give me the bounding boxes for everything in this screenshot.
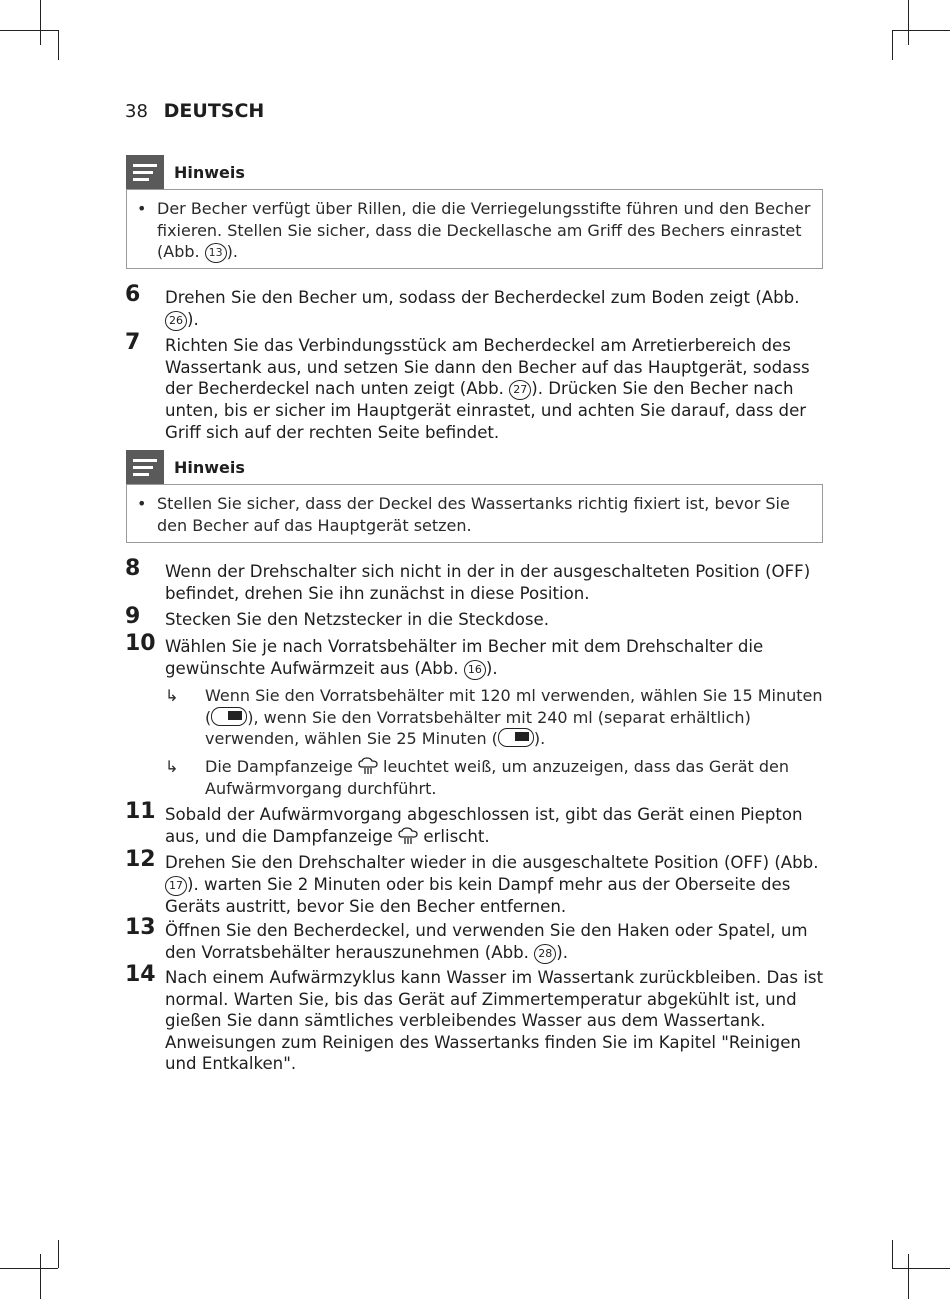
result-text-end: ). <box>533 729 546 748</box>
step-text: Nach einem Aufwärmzyklus kann Wasser im Wassertank zurückbleiben. Das ist normal. Warten Sie, bis das Gerät auf Zimmertemperatur abgekühlt ist, und gießen Sie dann sämtliches verbleibendes Wasser aus dem Wassertank. Anweisungen zum Reinigen des Wassertanks finden Sie im Kapitel "Reinigen und Entkalken". <box>165 968 824 1073</box>
crop-mark <box>58 1240 59 1268</box>
note-header <box>126 450 245 484</box>
step-number: 14 <box>125 962 156 987</box>
page-header <box>125 100 264 122</box>
figure-ref: 17 <box>165 876 187 896</box>
bullet: • <box>137 199 147 218</box>
step-number: 9 <box>125 604 141 629</box>
container-240ml-icon <box>498 728 534 747</box>
step-text: Drehen Sie den Drehschalter wieder in die ausgeschaltete Position (OFF) (Abb. <box>165 853 819 872</box>
step-number: 8 <box>125 556 141 581</box>
note-box <box>126 189 823 269</box>
crop-mark <box>908 0 909 45</box>
figure-ref: 16 <box>464 660 486 680</box>
step-text: Sobald der Aufwärmvorgang abgeschlossen ist, gibt das Gerät einen Piepton aus, und die Dampfanzeige <box>165 805 803 846</box>
note-text: Der Becher verfügt über Rillen, die die Verriegelungsstifte führen und den Becher fixieren. Stellen Sie sicher, dass die Deckellasche am Griff des Bechers einrastet (Abb. <box>157 199 811 261</box>
note-title: Hinweis <box>174 162 245 182</box>
page-number: 38 <box>125 101 148 122</box>
container-120ml-icon <box>211 707 247 726</box>
note-title: Hinweis <box>174 457 245 477</box>
step-number: 13 <box>125 915 156 940</box>
step-text: Drehen Sie den Becher um, sodass der Becherdeckel zum Boden zeigt (Abb. <box>165 288 800 307</box>
figure-ref: 13 <box>205 243 227 263</box>
step-number: 6 <box>125 282 141 307</box>
step-text: Wählen Sie je nach Vorratsbehälter im Becher mit dem Drehschalter die gewünschte Aufwärmzeit aus (Abb. <box>165 637 764 678</box>
step-text: Wenn der Drehschalter sich nicht in der in der ausgeschalteten Position (OFF) befindet, drehen Sie ihn zunächst in diese Position. <box>165 562 811 603</box>
result-arrow-icon: ↳ <box>165 686 179 705</box>
result-arrow-icon: ↳ <box>165 757 179 776</box>
figure-ref: 27 <box>509 380 531 400</box>
step-number: 10 <box>125 631 156 656</box>
steam-indicator-icon <box>398 827 418 845</box>
step-text-end: ). <box>485 658 498 678</box>
step-12 <box>125 847 825 917</box>
step-text: Richten Sie das Verbindungsstück am Becherdeckel am Arretierbereich des Wassertank aus, und setzen Sie dann den Becher auf das Hauptgerät, sodass der Becherdeckel nach unten zeigt (Abb. <box>165 336 810 398</box>
crop-mark <box>40 1254 41 1299</box>
step-7 <box>125 330 825 443</box>
step-text-end: ). warten Sie 2 Minuten oder bis kein Dampf mehr aus der Oberseite des Geräts austritt, bevor Sie den Becher entfernen. <box>165 874 791 916</box>
step-text-end: erlischt. <box>418 826 490 846</box>
note-header <box>126 155 245 189</box>
note-icon <box>126 450 164 484</box>
result-text: Die Dampfanzeige <box>205 757 358 776</box>
crop-mark <box>892 30 950 31</box>
note-icon <box>126 155 164 189</box>
note-box <box>126 484 823 543</box>
figure-ref: 26 <box>165 311 187 331</box>
step-6 <box>125 282 825 331</box>
crop-mark <box>0 30 58 31</box>
result-text: Wenn Sie den Vorratsbehälter mit 120 ml verwenden, wählen Sie 15 Minuten ( <box>205 686 823 727</box>
result-item <box>165 685 825 750</box>
result-text-end: leuchtet weiß, um anzuzeigen, dass das Gerät den Aufwärmvorgang durchführt. <box>205 757 789 798</box>
crop-mark <box>58 30 59 60</box>
steam-indicator-icon <box>358 757 378 775</box>
step-number: 12 <box>125 847 156 872</box>
step-text: Stecken Sie den Netzstecker in die Steckdose. <box>165 610 550 629</box>
language-title: DEUTSCH <box>163 100 265 122</box>
step-10 <box>125 631 825 680</box>
result-item <box>165 756 825 799</box>
step-text-end: ). Drücken Sie den Becher nach unten, bis er sicher im Hauptgerät einrastet, und achten Sie darauf, dass der Griff sich auf der rechten Seite befindet. <box>165 379 807 442</box>
step-text: Öffnen Sie den Becherdeckel, und verwenden Sie den Haken oder Spatel, um den Vorratsbehälter herauszunehmen (Abb. <box>165 921 808 962</box>
note-text: Stellen Sie sicher, dass der Deckel des Wassertanks richtig fixiert ist, bevor Sie den Becher auf das Hauptgerät setzen. <box>157 494 790 535</box>
crop-mark <box>892 30 893 60</box>
crop-mark <box>0 1268 58 1269</box>
crop-mark <box>892 1268 950 1269</box>
figure-ref: 28 <box>534 944 556 964</box>
step-text-end: ). <box>187 309 199 329</box>
note-text-end: ). <box>226 242 238 261</box>
bullet: • <box>137 494 147 513</box>
step-8 <box>125 556 825 604</box>
step-14 <box>125 962 825 1075</box>
step-9 <box>125 604 825 631</box>
crop-mark <box>40 0 41 45</box>
crop-mark <box>892 1240 893 1268</box>
step-text-end: ). <box>556 942 568 962</box>
step-13 <box>125 915 825 964</box>
step-number: 7 <box>125 330 141 355</box>
result-text-mid: ), wenn Sie den Vorratsbehälter mit 240 ml (separat erhältlich) verwenden, wählen Sie 25 Minuten ( <box>205 707 751 748</box>
step-number: 11 <box>125 799 156 824</box>
step-11 <box>125 799 825 847</box>
crop-mark <box>908 1254 909 1299</box>
